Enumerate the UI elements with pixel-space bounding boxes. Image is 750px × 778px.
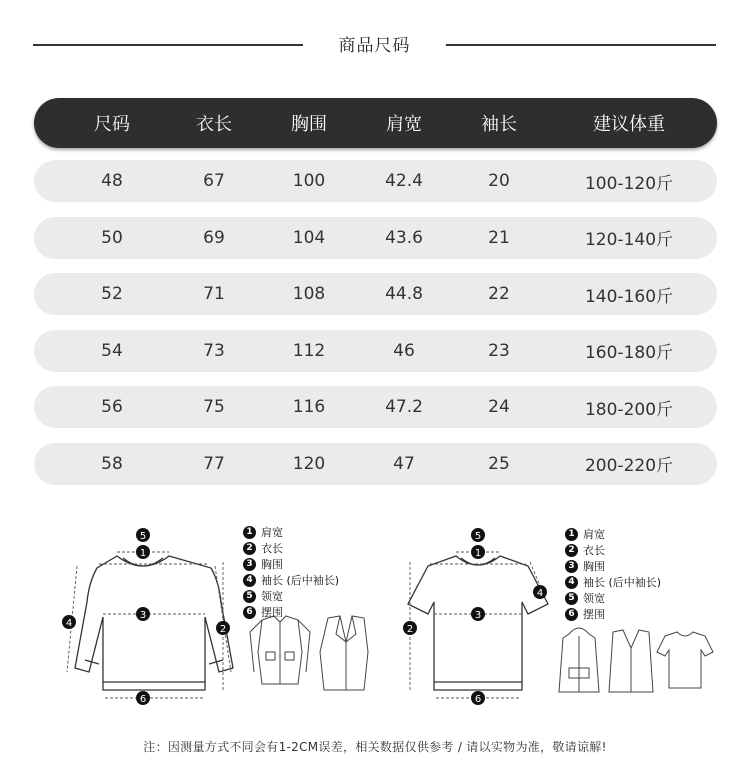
- legend-number: 2: [565, 544, 578, 557]
- table-cell: 100: [292, 171, 326, 191]
- title-divider-right: [446, 44, 716, 46]
- table-cell: 56: [101, 397, 123, 417]
- marker-2: 2: [406, 624, 414, 635]
- legend-item: [565, 526, 661, 542]
- size-table-header: [34, 98, 717, 148]
- legend-label: 领宽: [261, 590, 283, 603]
- page-title: 商品尺码: [338, 36, 411, 56]
- legend-item: [243, 588, 339, 604]
- marker-6: 6: [139, 694, 147, 705]
- table-row: [34, 273, 717, 315]
- table-cell: 75: [203, 397, 225, 417]
- legend-number: 5: [565, 592, 578, 605]
- marker-1: 1: [474, 548, 482, 559]
- header-size: 尺码: [94, 114, 130, 135]
- legend-item: [565, 606, 661, 622]
- legend-number: 6: [565, 608, 578, 621]
- marker-2: 2: [219, 624, 227, 635]
- tshirt-measure-diagram: [398, 522, 558, 712]
- table-cell: 116: [292, 397, 326, 417]
- legend-label: 胸围: [261, 558, 283, 571]
- title-divider-left: [33, 44, 303, 46]
- legend-item: [243, 556, 339, 572]
- table-cell: 73: [203, 340, 225, 361]
- header-chest: 胸围: [291, 114, 327, 135]
- table-cell: 58: [101, 453, 123, 474]
- marker-5: 5: [474, 531, 482, 542]
- legend-label: 衣长: [583, 544, 605, 557]
- table-cell: 24: [488, 397, 510, 417]
- legend-item: [243, 524, 339, 540]
- table-cell: 180-200斤: [584, 399, 674, 420]
- tshirt-legend: [565, 526, 661, 622]
- marker-4: 4: [536, 588, 544, 599]
- header-sleeve: 袖长: [481, 114, 517, 135]
- table-row: [34, 330, 717, 372]
- legend-item: [565, 542, 661, 558]
- table-cell: 48: [101, 171, 123, 191]
- table-cell: 69: [203, 227, 225, 248]
- legend-number: 4: [565, 576, 578, 589]
- table-cell: 112: [292, 340, 326, 361]
- table-cell: 67: [203, 171, 225, 191]
- table-row: [34, 386, 717, 428]
- legend-label: 肩宽: [261, 526, 283, 539]
- table-cell: 108: [292, 284, 326, 304]
- legend-item: [243, 540, 339, 556]
- legend-item: [565, 574, 661, 590]
- legend-label: 袖长 (后中袖长): [261, 574, 340, 587]
- marker-5: 5: [139, 531, 147, 542]
- table-row: [34, 443, 717, 485]
- legend-item: [565, 558, 661, 574]
- table-cell: 22: [488, 284, 510, 304]
- table-cell: 44.8: [385, 284, 423, 304]
- marker-1: 1: [139, 548, 147, 559]
- marker-6: 6: [474, 694, 482, 705]
- table-row: [34, 217, 717, 259]
- legend-label: 袖长 (后中袖长): [583, 576, 662, 589]
- jacket-blazer-illustration: [240, 612, 370, 696]
- legend-number: 6: [243, 606, 256, 619]
- table-cell: 120: [292, 453, 326, 474]
- sweater-measure-diagram: [55, 522, 235, 712]
- table-cell: 104: [292, 227, 326, 248]
- marker-4: 4: [65, 618, 73, 629]
- legend-item: [565, 590, 661, 606]
- table-cell: 23: [488, 340, 510, 361]
- legend-label: 胸围: [583, 560, 605, 573]
- table-cell: 43.6: [385, 227, 423, 248]
- legend-item: [243, 572, 339, 588]
- table-cell: 140-160斤: [584, 286, 674, 307]
- table-cell: 46: [393, 340, 415, 361]
- legend-label: 摆围: [261, 606, 283, 619]
- table-cell: 52: [101, 284, 123, 304]
- table-cell: 54: [101, 340, 123, 361]
- legend-number: 1: [243, 526, 256, 539]
- table-cell: 47.2: [385, 397, 423, 417]
- legend-label: 衣长: [261, 542, 283, 555]
- header-shoulder: 肩宽: [386, 114, 422, 135]
- header-weight: 建议体重: [593, 114, 665, 135]
- table-cell: 77: [203, 453, 225, 474]
- table-cell: 47: [393, 453, 415, 474]
- legend-number: 3: [243, 558, 256, 571]
- table-cell: 20: [488, 171, 510, 191]
- marker-3: 3: [139, 610, 147, 621]
- legend-number: 1: [565, 528, 578, 541]
- marker-3: 3: [474, 610, 482, 621]
- legend-label: 领宽: [583, 592, 605, 605]
- legend-label: 肩宽: [583, 528, 605, 541]
- table-cell: 200-220斤: [584, 456, 674, 476]
- table-cell: 25: [488, 453, 510, 474]
- measurement-note: 注：因测量方式不同会有1-2CM误差，相关数据仅供参考 / 请以实物为准，敬请谅解!: [143, 740, 607, 754]
- legend-number: 5: [243, 590, 256, 603]
- legend-number: 3: [565, 560, 578, 573]
- table-cell: 160-180斤: [584, 343, 674, 363]
- hoodie-cardigan-tee-illustration: [555, 622, 715, 698]
- sweater-legend: [243, 524, 339, 620]
- table-cell: 42.4: [385, 171, 423, 191]
- table-cell: 50: [101, 227, 123, 248]
- legend-number: 4: [243, 574, 256, 587]
- table-row: [34, 160, 717, 202]
- table-cell: 21: [488, 227, 510, 248]
- title-row: [0, 28, 750, 60]
- table-cell: 120-140斤: [584, 230, 674, 250]
- legend-number: 2: [243, 542, 256, 555]
- table-cell: 100-120斤: [584, 173, 674, 194]
- table-cell: 71: [203, 284, 225, 304]
- header-length: 衣长: [196, 114, 232, 135]
- legend-label: 摆围: [583, 608, 605, 621]
